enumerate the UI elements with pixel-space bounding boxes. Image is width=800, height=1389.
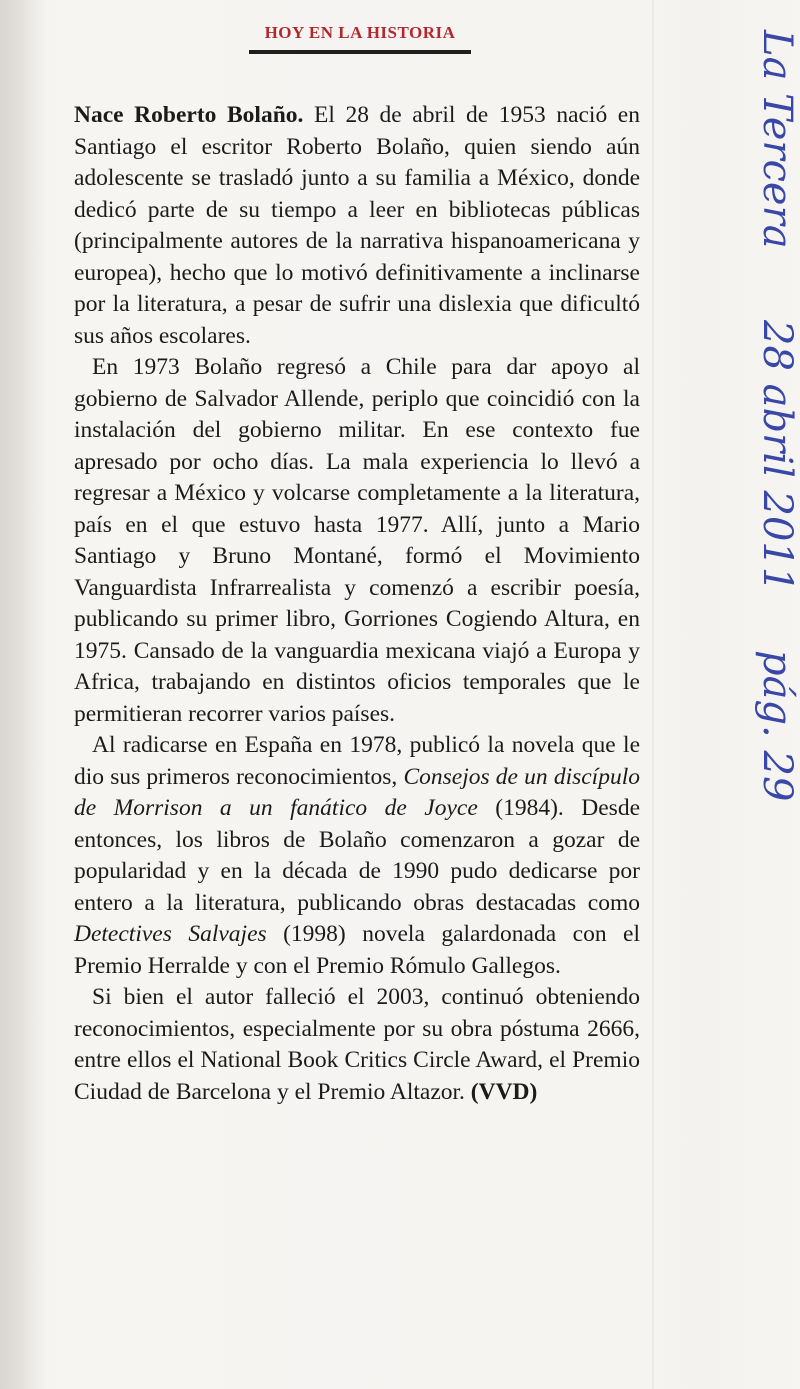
scan-edge-shadow (0, 0, 46, 1389)
article-body (74, 100, 640, 1108)
paragraph-4 (74, 982, 640, 1108)
paper-fold (652, 0, 654, 1389)
book-title-detectives: Detectives Salvajes (74, 921, 267, 947)
handwritten-annotation (690, 30, 800, 850)
author-initials: (VVD) (470, 1078, 538, 1105)
paragraph-3-text-c: (1998) novela galardonada con el Premio Herralde y con el Premio Rómulo Gallegos. (74, 921, 640, 979)
article-lead: Nace Roberto Bolaño. (74, 102, 304, 128)
paragraph-1 (74, 100, 640, 352)
paragraph-3-text-a: Al radicarse en España en 1978, publicó la novela que le dio sus primeros reconocimientos, (74, 732, 640, 790)
book-title-consejos: Consejos de un discípulo de Morrison a un fanático de Joyce (74, 763, 640, 821)
handwritten-page: pág. 29 (754, 650, 800, 802)
handwritten-date: 28 abril 2011 (754, 320, 800, 593)
handwritten-source: La Tercera (754, 30, 800, 249)
paragraph-4-text: Si bien el autor falleció el 2003, continuó obteniendo reconocimientos, especialmente por su obra póstuma 2666, entre ellos el National Book Critics Circle Award, el Premio Ciudad de Barcelona y el Premio Altazor. (74, 984, 640, 1105)
header-rule (249, 50, 471, 54)
paragraph-2: En 1973 Bolaño regresó a Chile para dar apoyo al gobierno de Salvador Allende, periplo que coincidió con la instalación del gobierno militar. En ese contexto fue apresado por ocho días. La mala experiencia lo llevó a regresar a México y volcarse completamente a la literatura, país en el que estuvo hasta 1977. Allí, junto a Mario Santiago y Bruno Montané, formó el Movimiento Vanguardista Infrarrealista y comenzó a escribir poesía, publicando su primer libro, Gorriones Cogiendo Altura, en 1975. Cansado de la vanguardia mexicana viajó a Europa y Africa, trabajando en distintos oficios temporales que le permitieran recorrer varios países. (74, 354, 640, 727)
paragraph-3-text-b: (1984). Desde entonces, los libros de Bolaño comenzaron a gozar de popularidad y en la década de 1990 pudo dedicarse por entero a la literatura, publicando obras destacadas como (74, 795, 640, 916)
section-title: HOY EN LA HISTORIA (264, 23, 456, 42)
paragraph-3 (74, 730, 640, 982)
paragraph-1-text: El 28 de abril de 1953 nació en Santiago el escritor Roberto Bolaño, quien siendo aún adolescente se trasladó junto a su familia a México, donde dedicó parte de su tiempo a leer en bibliotecas públicas (principalmente autores de la narrativa hispanoamericana y europea), hecho que lo motivó definitivamente a inclinarse por la literatura, a pesar de sufrir una dislexia que dificultó sus años escolares. (74, 102, 640, 349)
section-header (240, 22, 480, 62)
